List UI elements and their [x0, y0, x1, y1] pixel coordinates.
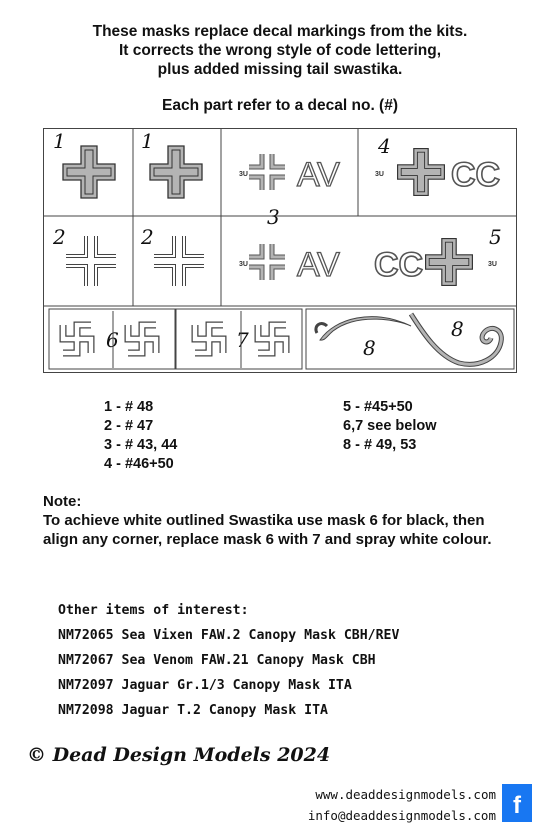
part-number-3: 3	[267, 205, 280, 229]
legend-item: 4 - #46+50	[104, 456, 174, 472]
code-cc-5: CC	[374, 246, 424, 284]
part-number-1b: 1	[141, 129, 154, 153]
legend-item: 5 - #45+50	[343, 399, 413, 415]
note-heading: Note:	[43, 493, 82, 510]
part-number-5: 5	[489, 225, 502, 249]
other-items-section	[58, 598, 399, 723]
note-section	[43, 492, 523, 549]
intro-text	[0, 22, 560, 79]
part-number-6: 6	[106, 328, 119, 352]
contact-info	[308, 784, 496, 826]
legend-item: 2 - # 47	[104, 418, 154, 434]
intro-line-1: These masks replace decal markings from the kits.	[92, 23, 468, 40]
code-small-lower: 3U	[239, 261, 248, 268]
product-item: NM72097 Jaguar Gr.1/3 Canopy Mask ITA	[58, 678, 352, 693]
code-small-5: 3U	[488, 261, 497, 268]
mask-diagram	[43, 128, 517, 373]
code-av-upper: AV	[297, 156, 340, 194]
code-small-upper: 3U	[239, 171, 248, 178]
email-link[interactable]: info@deaddesignmodels.com	[307, 808, 496, 823]
intro-line-3: plus added missing tail swastika.	[157, 61, 403, 78]
intro-line-2: It corrects the wrong style of code lettering,	[118, 42, 442, 59]
code-small-4: 3U	[375, 171, 384, 178]
product-item: NM72065 Sea Vixen FAW.2 Canopy Mask CBH/REV	[58, 628, 400, 643]
legend-left	[104, 398, 177, 474]
part-number-1a: 1	[53, 129, 66, 153]
legend-item: 3 - # 43, 44	[104, 437, 178, 453]
legend-item: 1 - # 48	[104, 399, 154, 415]
part-number-2b: 2	[141, 225, 154, 249]
other-items-heading: Other items of interest:	[58, 603, 249, 618]
note-body: To achieve white outlined Swastika use mask 6 for black, then align any corner, replace mask 6 with 7 and spray white colour.	[43, 512, 492, 548]
part-number-4: 4	[378, 134, 391, 158]
copyright: © Dead Design Models 2024	[27, 744, 331, 766]
website-link[interactable]: www.deaddesignmodels.com	[315, 787, 496, 802]
legend-right	[343, 398, 437, 455]
code-cc-4: CC	[451, 156, 501, 194]
code-av-lower: AV	[297, 246, 340, 284]
legend-item: 6,7 see below	[343, 418, 437, 434]
facebook-glyph: f	[513, 792, 521, 819]
part-number-7: 7	[236, 328, 249, 352]
product-item: NM72067 Sea Venom FAW.21 Canopy Mask CBH	[58, 653, 376, 668]
part-number-8b: 8	[451, 317, 464, 341]
legend-item: 8 - # 49, 53	[343, 437, 417, 453]
facebook-icon[interactable]	[502, 784, 532, 822]
part-number-2a: 2	[53, 225, 66, 249]
part-number-8a: 8	[363, 336, 376, 360]
product-item: NM72098 Jaguar T.2 Canopy Mask ITA	[58, 703, 328, 718]
subtitle: Each part refer to a decal no. (#)	[161, 97, 398, 114]
